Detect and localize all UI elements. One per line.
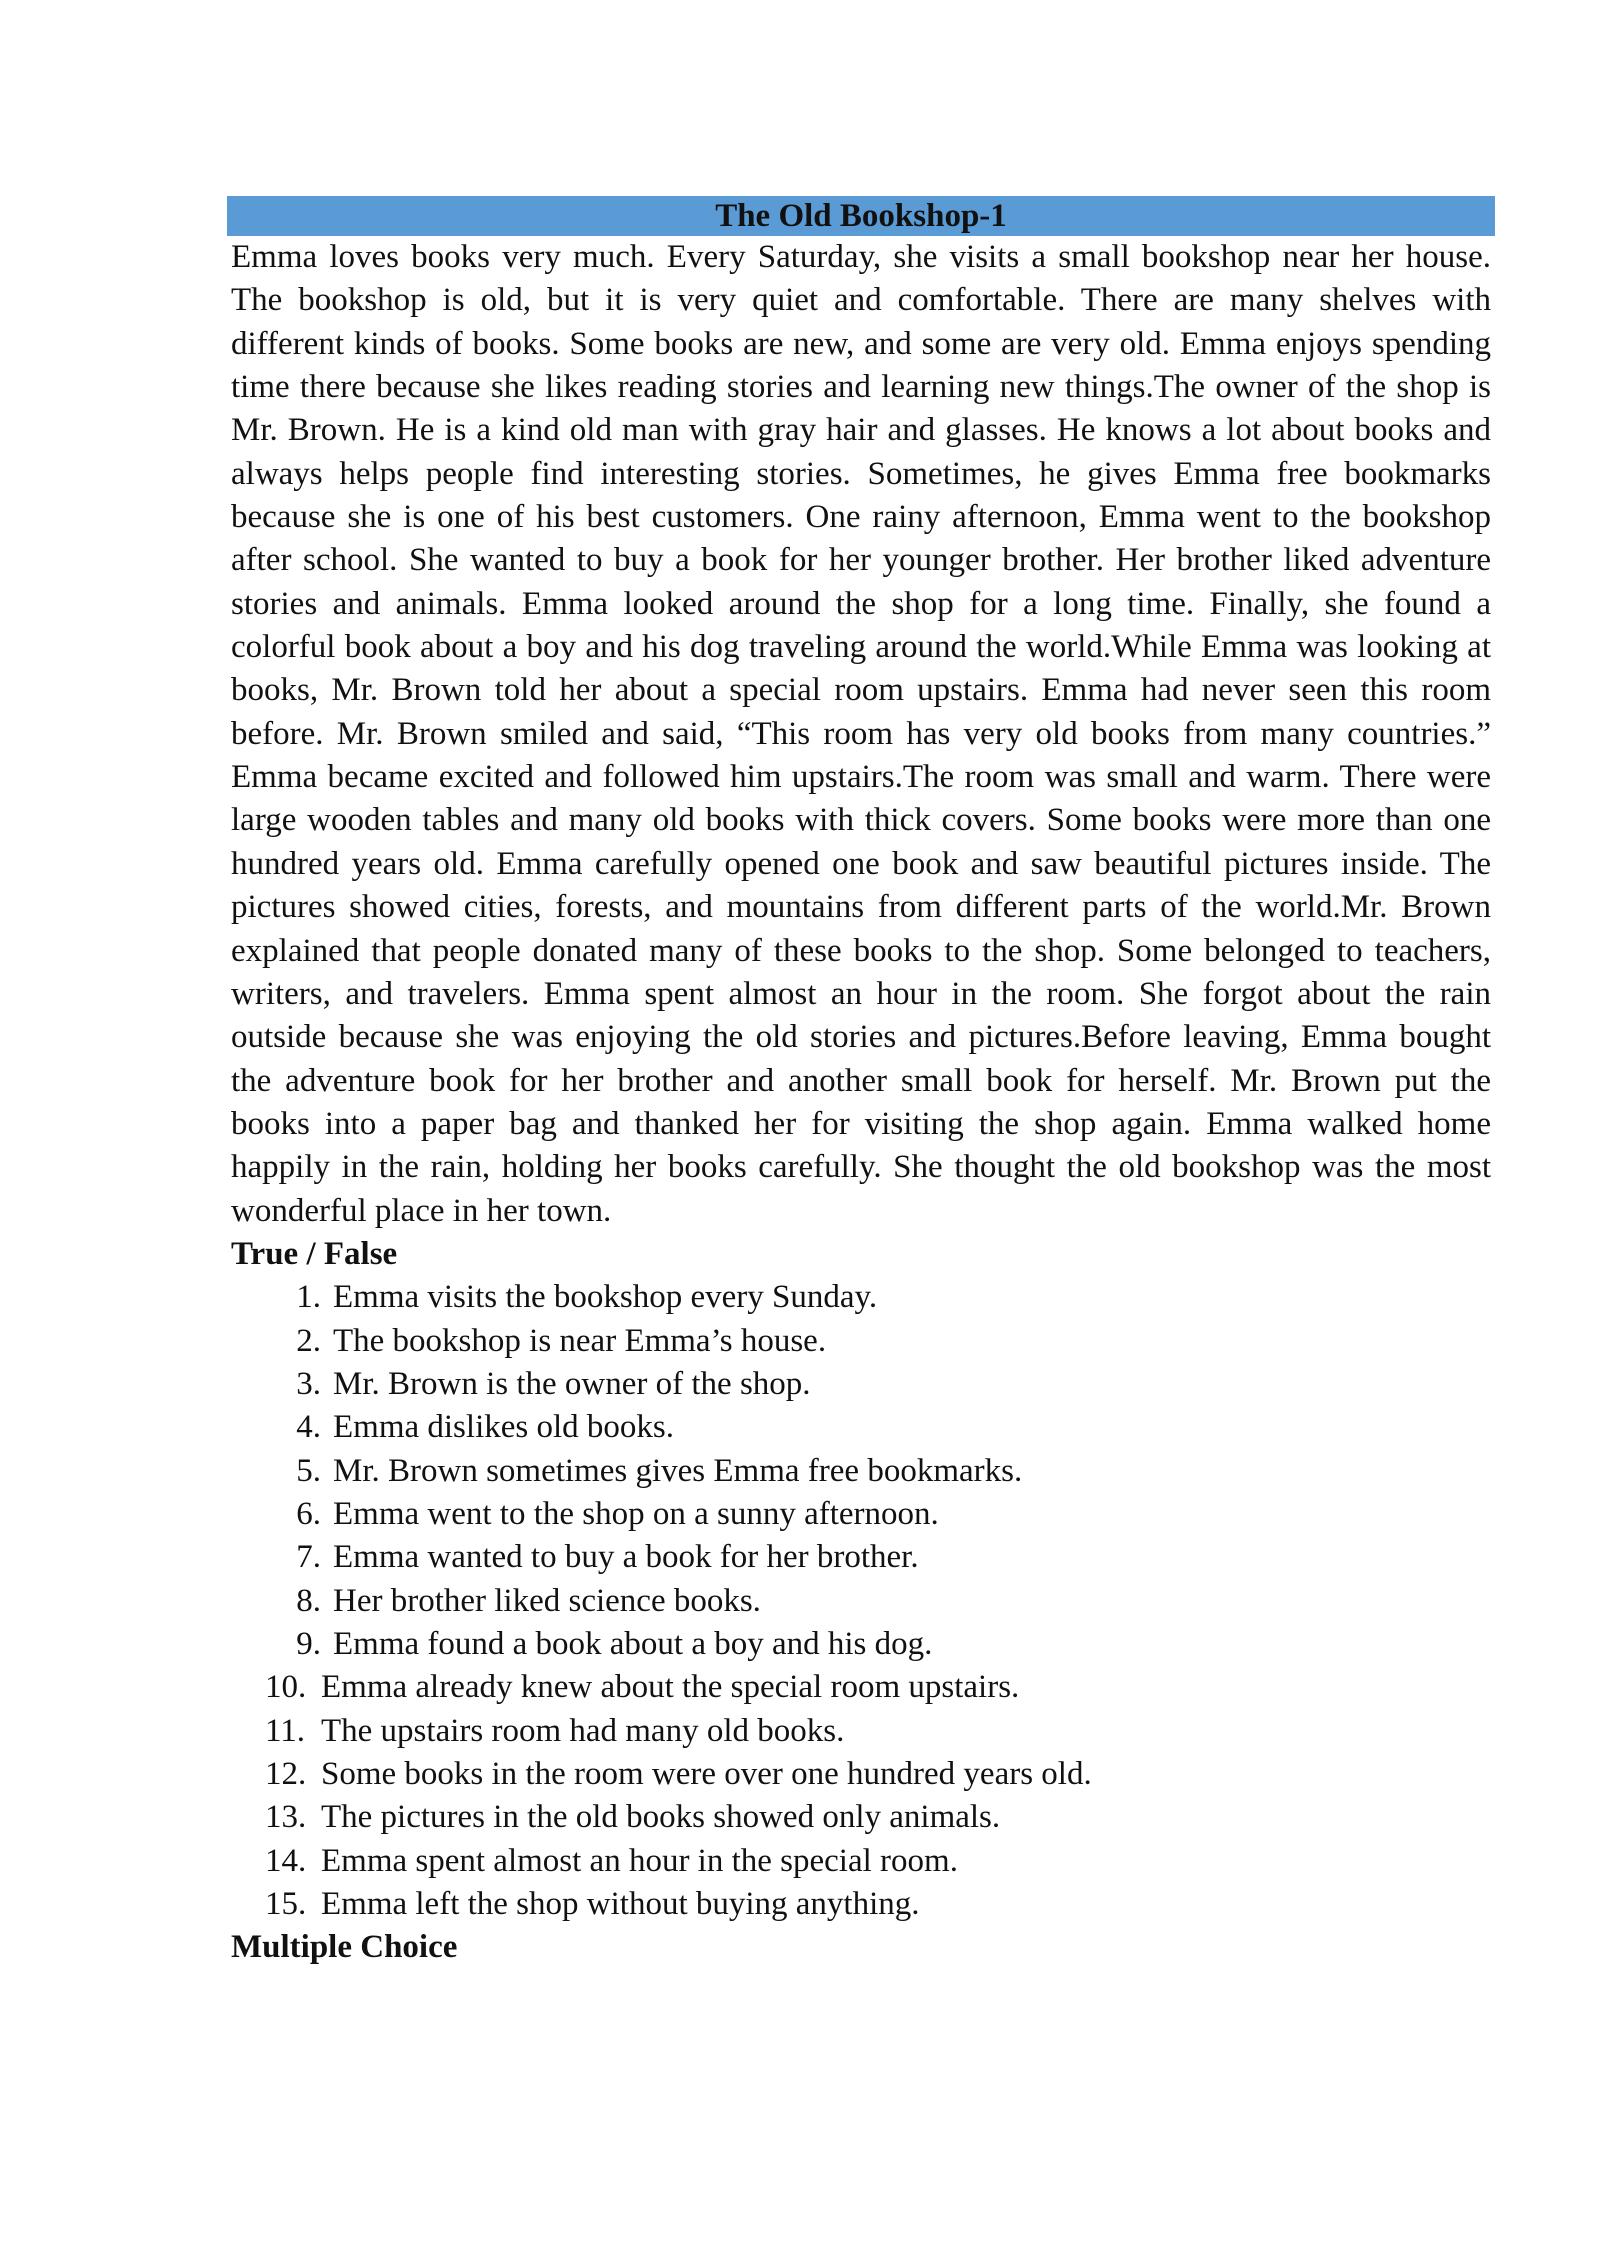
item-statement: Emma went to the shop on a sunny afternoon.: [333, 1495, 939, 1532]
reading-passage: Emma loves books very much. Every Saturday, she visits a small bookshop near her house. The bookshop is old, but it is very quiet and comfortable. There are many shelves with different kinds of books. Some books are new, and some are very old. Emma enjoys spending time there because she likes reading stories and learning new things.The owner of the shop is Mr. Brown. He is a kind old man with gray hair and glasses. He knows a lot about books and always helps people find interesting stories. Sometimes, he gives Emma free bookmarks because she is one of his best customers. One rainy afternoon, Emma went to the bookshop after school. She wanted to buy a book for her younger brother. Her brother liked adventure stories and animals. Emma looked around the shop for a long time. Finally, she found a colorful book about a boy and his dog traveling around the world.While Emma was looking at books, Mr. Brown told her about a special room upstairs. Emma had never seen this room before. Mr. Brown smiled and said, “This room has very old books from many countries.” Emma became excited and followed him upstairs.The room was small and warm. There were large wooden tables and many old books with thick covers. Some books were more than one hundred years old. Emma carefully opened one book and saw beautiful pictures inside. The pictures showed cities, forests, and mountains from different parts of the world.Mr. Brown explained that people donated many of these books to the shop. Some belonged to teachers, writers, and travelers. Emma spent almost an hour in the room. She forgot about the rain outside because she was enjoying the old stories and pictures.Before leaving, Emma bought the adventure book for her brother and another small book for herself. Mr. Brown put the books into a paper bag and thanked her for visiting the shop again. Emma walked home happily in the rain, holding her books carefully. She thought the old bookshop was the most wonderful place in her town.: [231, 239, 1491, 1229]
true-false-item: [227, 1666, 1495, 1709]
item-number: 15.: [265, 1886, 307, 1923]
item-number: 1.: [296, 1279, 321, 1316]
true-false-item: [227, 1796, 1495, 1839]
item-statement: Emma wanted to buy a book for her brother.: [333, 1539, 919, 1576]
true-false-item: [227, 1623, 1495, 1666]
item-number: 6.: [296, 1495, 321, 1532]
true-false-item: [227, 1753, 1495, 1796]
item-statement: The upstairs room had many old books.: [321, 1712, 845, 1749]
true-false-item: [227, 1406, 1495, 1449]
item-number: 12.: [265, 1756, 307, 1793]
item-number: 9.: [296, 1626, 321, 1662]
item-statement: Mr. Brown sometimes gives Emma free bookmarks.: [333, 1452, 1023, 1489]
item-statement: Emma spent almost an hour in the special room.: [321, 1842, 958, 1879]
item-statement: Mr. Brown is the owner of the shop.: [333, 1365, 811, 1402]
item-statement: Some books in the room were over one hundred years old.: [321, 1756, 1092, 1793]
item-statement: Emma left the shop without buying anything.: [321, 1886, 920, 1923]
true-false-list: [227, 1276, 1495, 1926]
item-statement: Emma already knew about the special room upstairs.: [321, 1669, 1020, 1706]
true-false-item: [227, 1710, 1495, 1753]
true-false-item: [227, 1276, 1495, 1319]
worksheet-title: The Old Bookshop-1: [227, 196, 1495, 236]
item-statement: Her brother liked science books.: [333, 1582, 761, 1619]
true-false-heading: True / False: [231, 1235, 398, 1272]
item-number: 7.: [296, 1539, 321, 1576]
worksheet-page: [227, 196, 1495, 1970]
multiple-choice-heading: Multiple Choice: [231, 1929, 458, 1966]
true-false-item: [227, 1840, 1495, 1883]
item-number: 11.: [265, 1712, 306, 1749]
item-number: 4.: [296, 1409, 321, 1446]
item-statement: The pictures in the old books showed only animals.: [321, 1799, 1001, 1836]
true-false-item: [227, 1450, 1495, 1493]
item-number: 5.: [296, 1452, 321, 1489]
item-statement: Emma dislikes old books.: [333, 1409, 674, 1446]
item-number: 3.: [296, 1365, 321, 1402]
true-false-item: [227, 1536, 1495, 1579]
item-statement: Emma found a book about a boy and his dog.: [333, 1626, 933, 1662]
item-number: 8.: [296, 1582, 321, 1619]
true-false-item: [227, 1320, 1495, 1363]
true-false-item: [227, 1580, 1495, 1623]
item-statement: The bookshop is near Emma’s house.: [333, 1322, 827, 1359]
item-number: 14.: [265, 1842, 307, 1879]
item-number: 13.: [265, 1799, 307, 1836]
item-number: 2.: [296, 1322, 321, 1359]
true-false-item: [227, 1883, 1495, 1926]
true-false-item: [227, 1363, 1495, 1406]
item-statement: Emma visits the bookshop every Sunday.: [333, 1279, 878, 1316]
item-number: 10.: [265, 1669, 307, 1706]
true-false-item: [227, 1493, 1495, 1536]
